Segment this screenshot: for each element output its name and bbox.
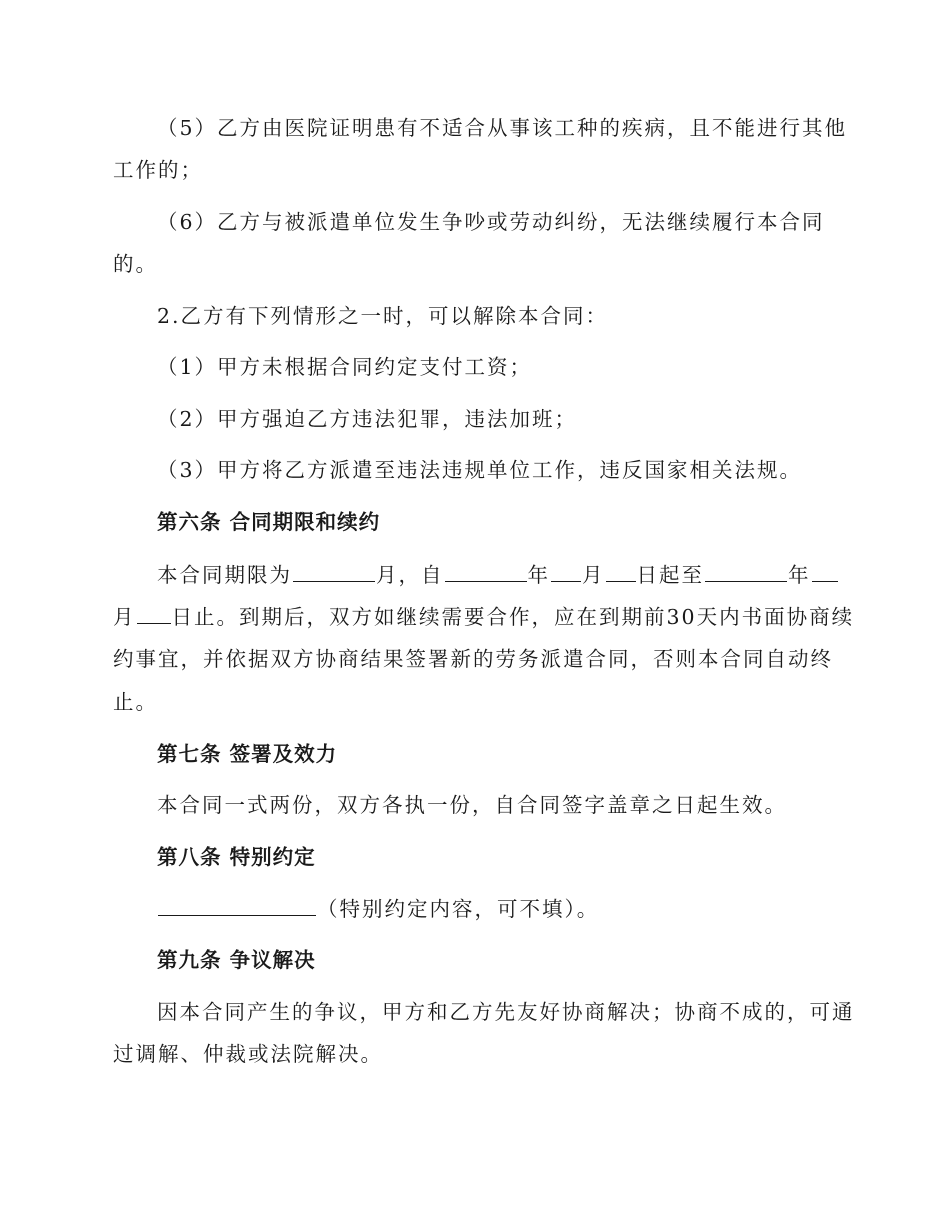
clause2-intro: 2.乙方有下列情形之一时，可以解除本合同：: [157, 304, 609, 328]
blank-start-day[interactable]: [606, 561, 636, 582]
article8-paragraph: [157, 895, 599, 923]
article8-text: （特别约定内容，可不填）。: [317, 897, 600, 921]
article9-heading: 第九条 争议解决: [157, 948, 316, 972]
article6-text: 月，自: [376, 563, 444, 587]
article9-paragraph-line1: 因本合同产生的争议，甲方和乙方先友好协商解决；协商不成的，可通: [157, 1000, 855, 1024]
blank-start-year[interactable]: [445, 561, 527, 582]
article7-heading: 第七条 签署及效力: [157, 742, 338, 766]
article6-paragraph-line1: [157, 561, 839, 589]
paragraph-item6-line2: 的。: [113, 252, 158, 276]
paragraph-item6-line1: （6）乙方与被派遣单位发生争吵或劳动纠纷，无法继续履行本合同: [157, 210, 825, 234]
blank-end-month-start[interactable]: [812, 561, 838, 582]
article9-paragraph-line2: 过调解、仲裁或法院解决。: [113, 1042, 383, 1066]
paragraph-item5-line2: 工作的；: [113, 158, 203, 182]
blank-special-terms[interactable]: [158, 895, 316, 916]
blank-end-day[interactable]: [137, 603, 171, 624]
article6-paragraph-line3: 约事宜，并依据双方协商结果签署新的劳务派遣合同，否则本合同自动终: [113, 647, 833, 671]
article6-heading: 第六条 合同期限和续约: [157, 510, 381, 534]
article8-heading: 第八条 特别约定: [157, 845, 316, 869]
blank-term-months[interactable]: [293, 561, 375, 582]
article7-paragraph: 本合同一式两份，双方各执一份，自合同签字盖章之日起生效。: [157, 793, 787, 817]
clause2-item2: （2）甲方强迫乙方违法犯罪，违法加班；: [157, 407, 578, 431]
article6-text: 日起至: [636, 563, 704, 587]
article6-paragraph-line2: [113, 603, 854, 631]
article6-text: 年: [788, 563, 811, 587]
article6-text: 日止。到期后，双方如继续需要合作，应在到期前30天内书面协商续: [171, 605, 855, 629]
clause2-item3: （3）甲方将乙方派遣至违法违规单位工作，违反国家相关法规。: [157, 458, 803, 482]
clause2-item1: （1）甲方未根据合同约定支付工资；: [157, 355, 533, 379]
article6-text: 年: [527, 563, 550, 587]
article6-text: 月: [113, 605, 136, 629]
article6-text: 月: [582, 563, 605, 587]
blank-start-month[interactable]: [551, 561, 581, 582]
article6-text: 本合同期限为: [157, 563, 292, 587]
article6-paragraph-line4: 止。: [113, 690, 158, 714]
blank-end-year[interactable]: [705, 561, 787, 582]
paragraph-item5-line1: （5）乙方由医院证明患有不适合从事该工种的疾病，且不能进行其他: [157, 116, 848, 140]
